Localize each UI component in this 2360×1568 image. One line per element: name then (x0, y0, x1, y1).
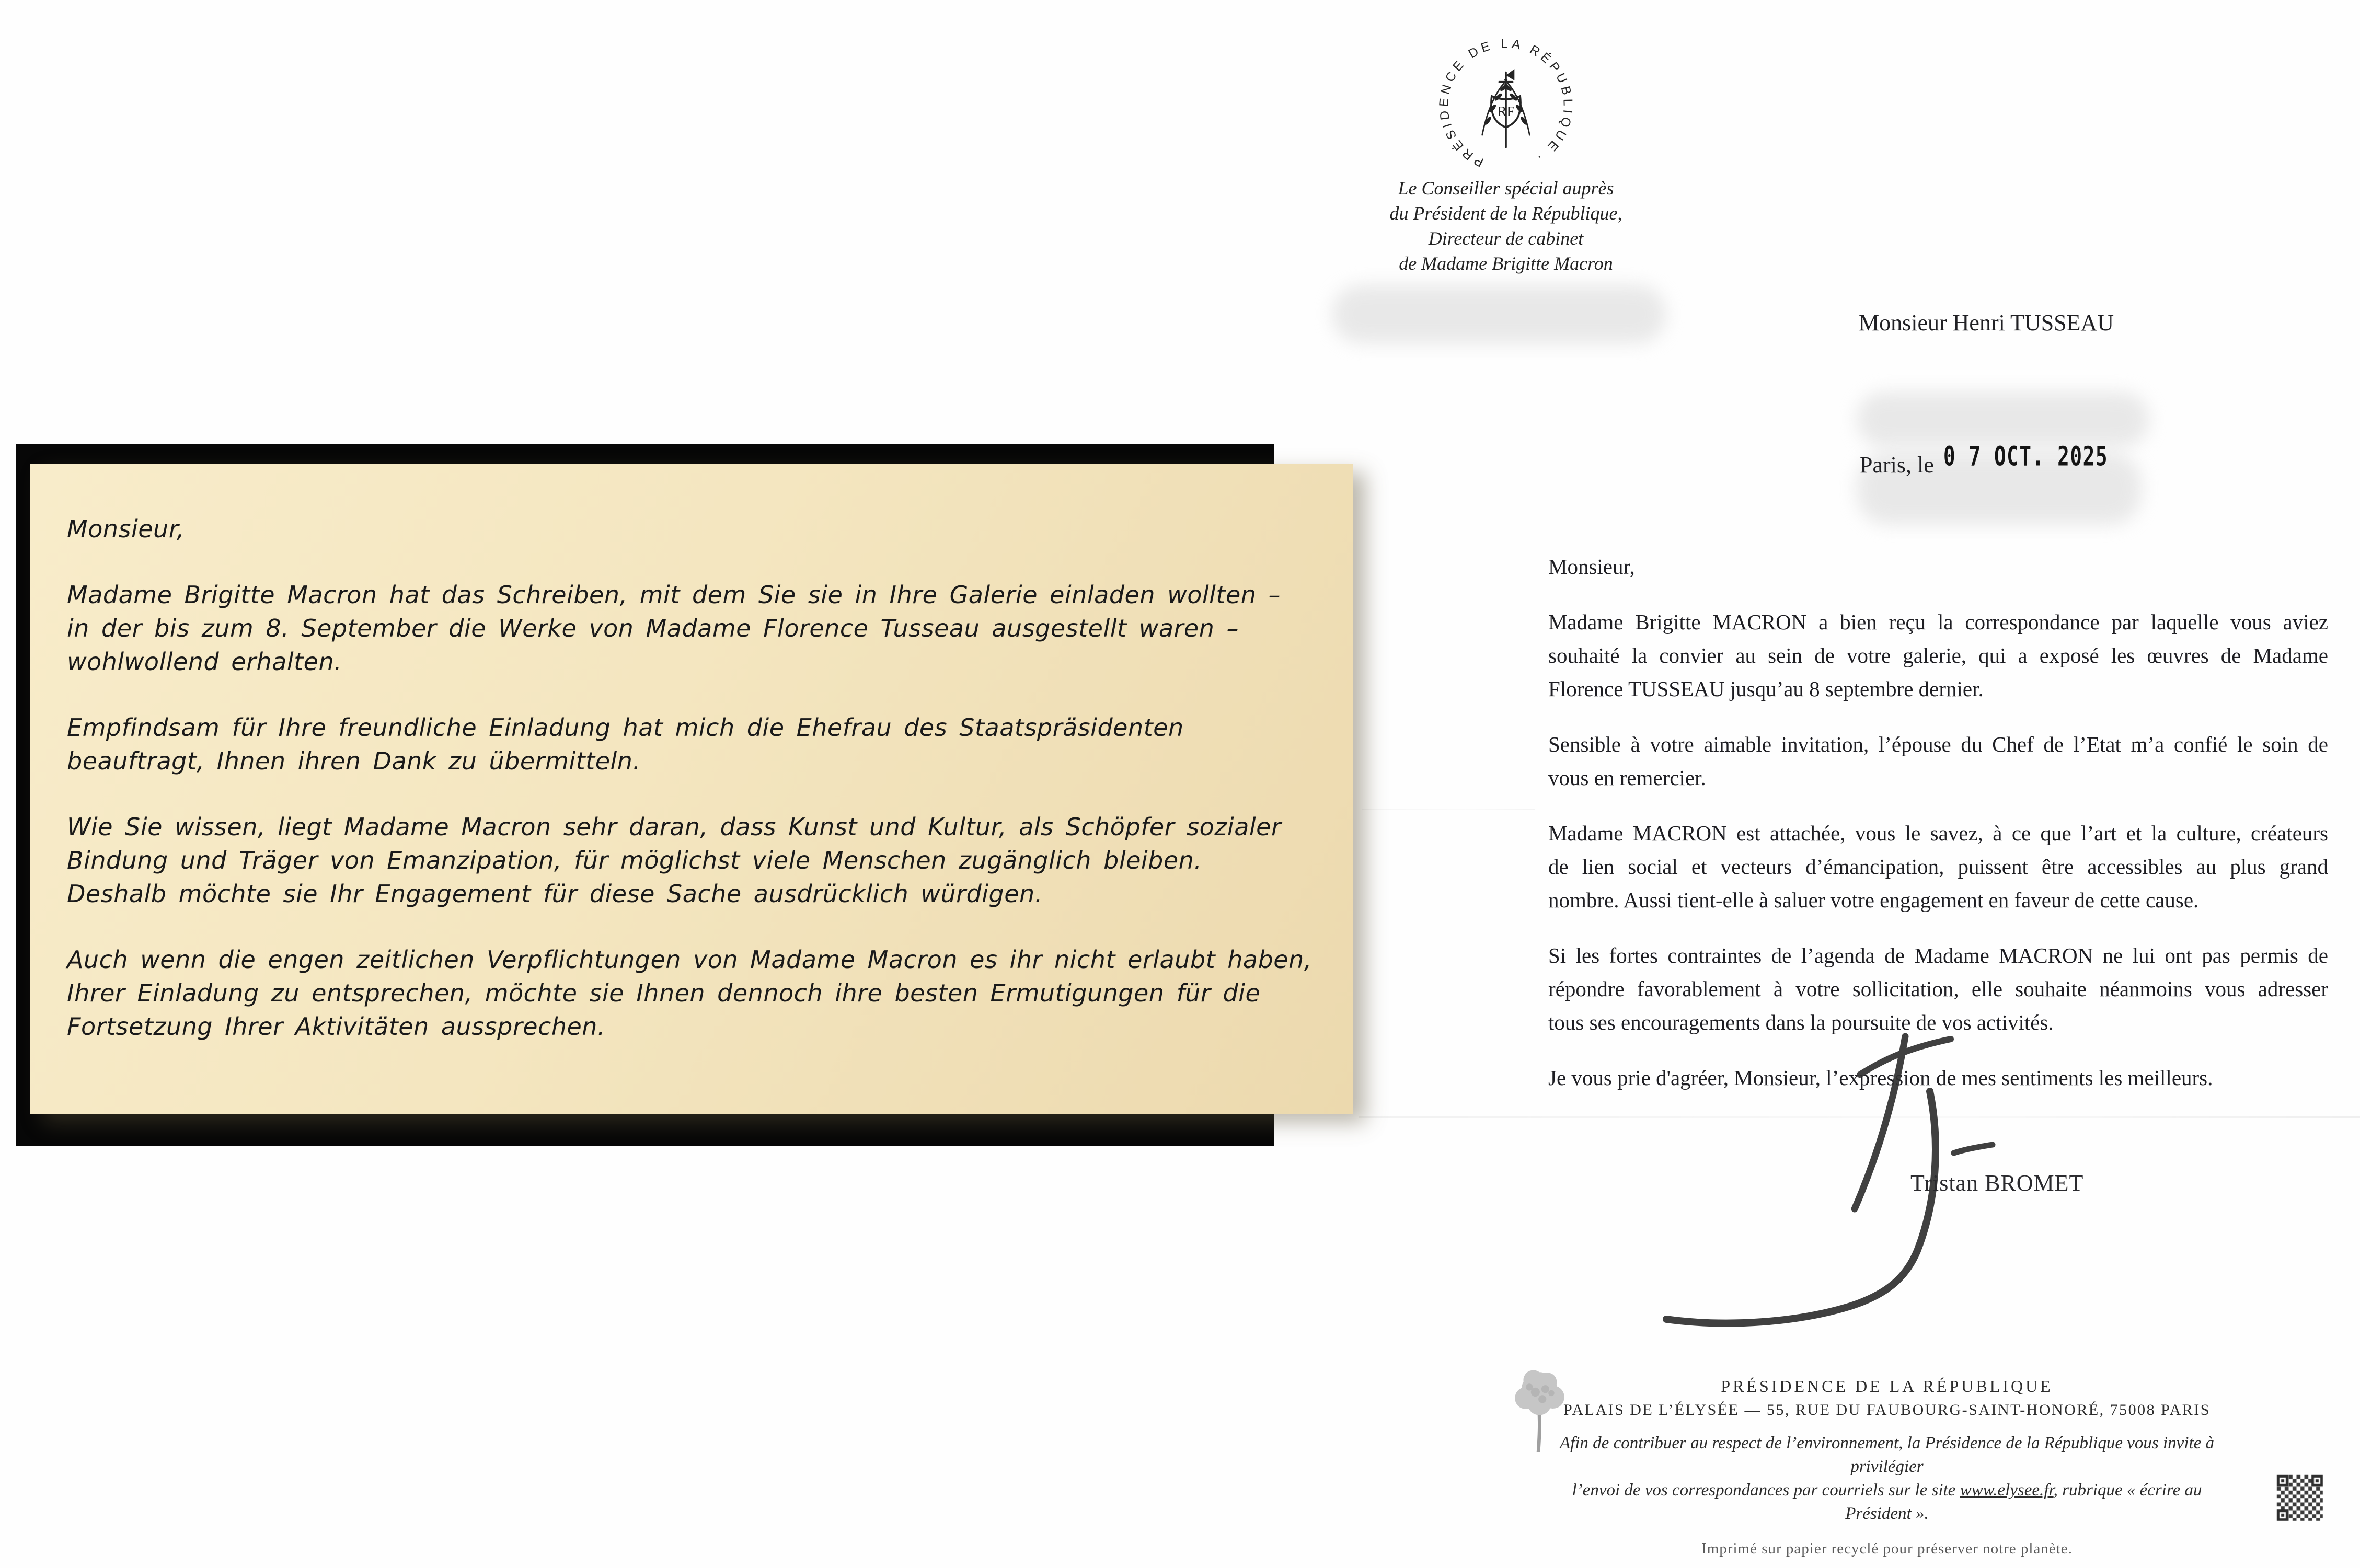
translation-card-text (67, 512, 1332, 1076)
letter-body (1548, 550, 2328, 1094)
card-line: Wie Sie wissen, liegt Madame Macron sehr daran, dass Kunst und Kultur, als Schöpfer sozialer (67, 813, 1282, 841)
card-line: Madame Brigitte Macron hat das Schreiben, mit dem Sie sie in Ihre Galerie einladen wollten – (67, 581, 1281, 609)
seal-monogram: RF (1497, 103, 1515, 119)
paper-fold-crease (1362, 809, 1535, 810)
letter-line: Florence TUSSEAU jusqu’au 8 septembre dernier. (1548, 677, 1984, 701)
elysee-link[interactable]: www.elysee.fr (1960, 1481, 2054, 1500)
redacted-recipient-address (1857, 392, 2149, 447)
card-line: Ihrer Einladung zu entsprechen, möchte sie Ihnen dennoch ihre besten Ermutigungen für die (67, 979, 1261, 1007)
letter-line: nombre. Aussi tient-elle à saluer votre engagement en faveur de cette cause. (1548, 888, 2199, 912)
footer-eco-line1: Afin de contribuer au respect de l’environnement, la Présidence de la République vous invite à privilégier (1559, 1434, 2215, 1476)
letter-line: tous ses encouragements dans la poursuite de vos activités. (1548, 1010, 2054, 1034)
letter-line: de lien social et vecteurs d’émancipation, puissent être accessibles au plus grand (1548, 855, 2328, 879)
letter-paragraph (1548, 816, 2328, 917)
footer-eco-notice (1545, 1432, 2229, 1526)
letter-closing: Je vous prie d'agréer, Monsieur, l’expression de mes sentiments les meilleurs. (1548, 1066, 2213, 1090)
footer-address: PALAIS DE L’ÉLYSÉE — 55, RUE DU FAUBOURG-SAINT-HONORÉ, 75008 PARIS (1563, 1401, 2211, 1419)
card-line: Fortsetzung Ihrer Aktivitäten aussprechen. (67, 1012, 606, 1041)
letter-line: Si les fortes contraintes de l’agenda de Madame MACRON ne lui ont pas permis de (1548, 943, 2328, 967)
card-paragraph (67, 711, 1332, 778)
date-stamp: 0 7 OCT. 2025 (1943, 441, 2109, 472)
card-line: Deshalb möchte sie Ihr Engagement für diese Sache ausdrücklich würdigen. (67, 880, 1043, 908)
letterhead-line: Le Conseiller spécial auprès (1398, 178, 1614, 199)
card-salutation: Monsieur, (67, 515, 185, 543)
card-line: Bindung und Träger von Emanzipation, für möglichst viele Menschen zugänglich bleiben. (67, 846, 1202, 874)
card-line: in der bis zum 8. September die Werke von Madame Florence Tusseau ausgestellt waren – (67, 614, 1239, 642)
letter-line: répondre favorablement à votre sollicitation, elle souhaite néanmoins vous adresser (1548, 977, 2328, 1001)
footer-eco-line2-end: , rubrique « écrire au Président ». (1845, 1481, 2202, 1523)
letter-footer (1545, 1377, 2229, 1558)
letter-salutation: Monsieur, (1548, 555, 1635, 579)
qr-finder-icon (2277, 1475, 2288, 1486)
letterhead-line: de Madame Brigitte Macron (1399, 253, 1613, 274)
letter-paragraph (1548, 728, 2328, 794)
seal-emblem-icon (1482, 69, 1530, 147)
footer-organization: PRÉSIDENCE DE LA RÉPUBLIQUE (1721, 1377, 2053, 1396)
redacted-sender-info (1332, 285, 1666, 343)
qr-finder-icon (2277, 1509, 2288, 1521)
presidency-seal-icon (1435, 34, 1577, 177)
recipient-name: Monsieur Henri TUSSEAU (1859, 310, 2114, 336)
card-paragraph (67, 578, 1332, 678)
letterhead-block (1358, 176, 1654, 276)
footer-recycled-note: Imprimé sur papier recyclé pour préserver notre planète. (1701, 1540, 2073, 1557)
card-paragraph (67, 810, 1332, 910)
paper-fold-crease (1359, 1116, 2360, 1118)
qr-code-icon (2277, 1475, 2323, 1521)
letter-line: Madame MACRON est attachée, vous le savez, à ce que l’art et la culture, créateurs (1548, 821, 2328, 845)
card-line: beauftragt, Ihnen ihren Dank zu übermitteln. (67, 747, 641, 775)
card-line: Auch wenn die engen zeitlichen Verpflichtungen von Madame Macron es ihr nicht erlaubt haben, (67, 946, 1312, 974)
letter-paragraph (1548, 939, 2328, 1039)
card-line: wohlwollend erhalten. (67, 648, 342, 676)
letter-paragraph (1548, 605, 2328, 706)
letter-line: Madame Brigitte MACRON a bien reçu la correspondance par laquelle vous aviez (1548, 610, 2328, 634)
qr-finder-icon (2311, 1475, 2323, 1486)
letterhead-line: du Président de la République, (1389, 203, 1622, 224)
card-line: Empfindsam für Ihre freundliche Einladung hat mich die Ehefrau des Staatspräsidenten (67, 713, 1184, 742)
letter-line: Sensible à votre aimable invitation, l’épouse du Chef de l’Etat m’a confié le soin de (1548, 732, 2328, 756)
letter-line: vous en remercier. (1548, 766, 1706, 790)
footer-eco-line2: l’envoi de vos correspondances par courriels sur le site (1572, 1481, 1960, 1500)
signer-name: Tristan BROMET (1910, 1170, 2084, 1196)
letter-line: souhaité la convier au sein de votre galerie, qui a exposé les œuvres de Madame (1548, 643, 2328, 667)
card-paragraph (67, 943, 1332, 1043)
letterhead-line: Directeur de cabinet (1428, 228, 1584, 249)
dateline-prefix: Paris, le (1860, 452, 1934, 478)
seal-circular-text: PRÉSIDENCE DE LA RÉPUBLIQUE · (1436, 37, 1575, 169)
